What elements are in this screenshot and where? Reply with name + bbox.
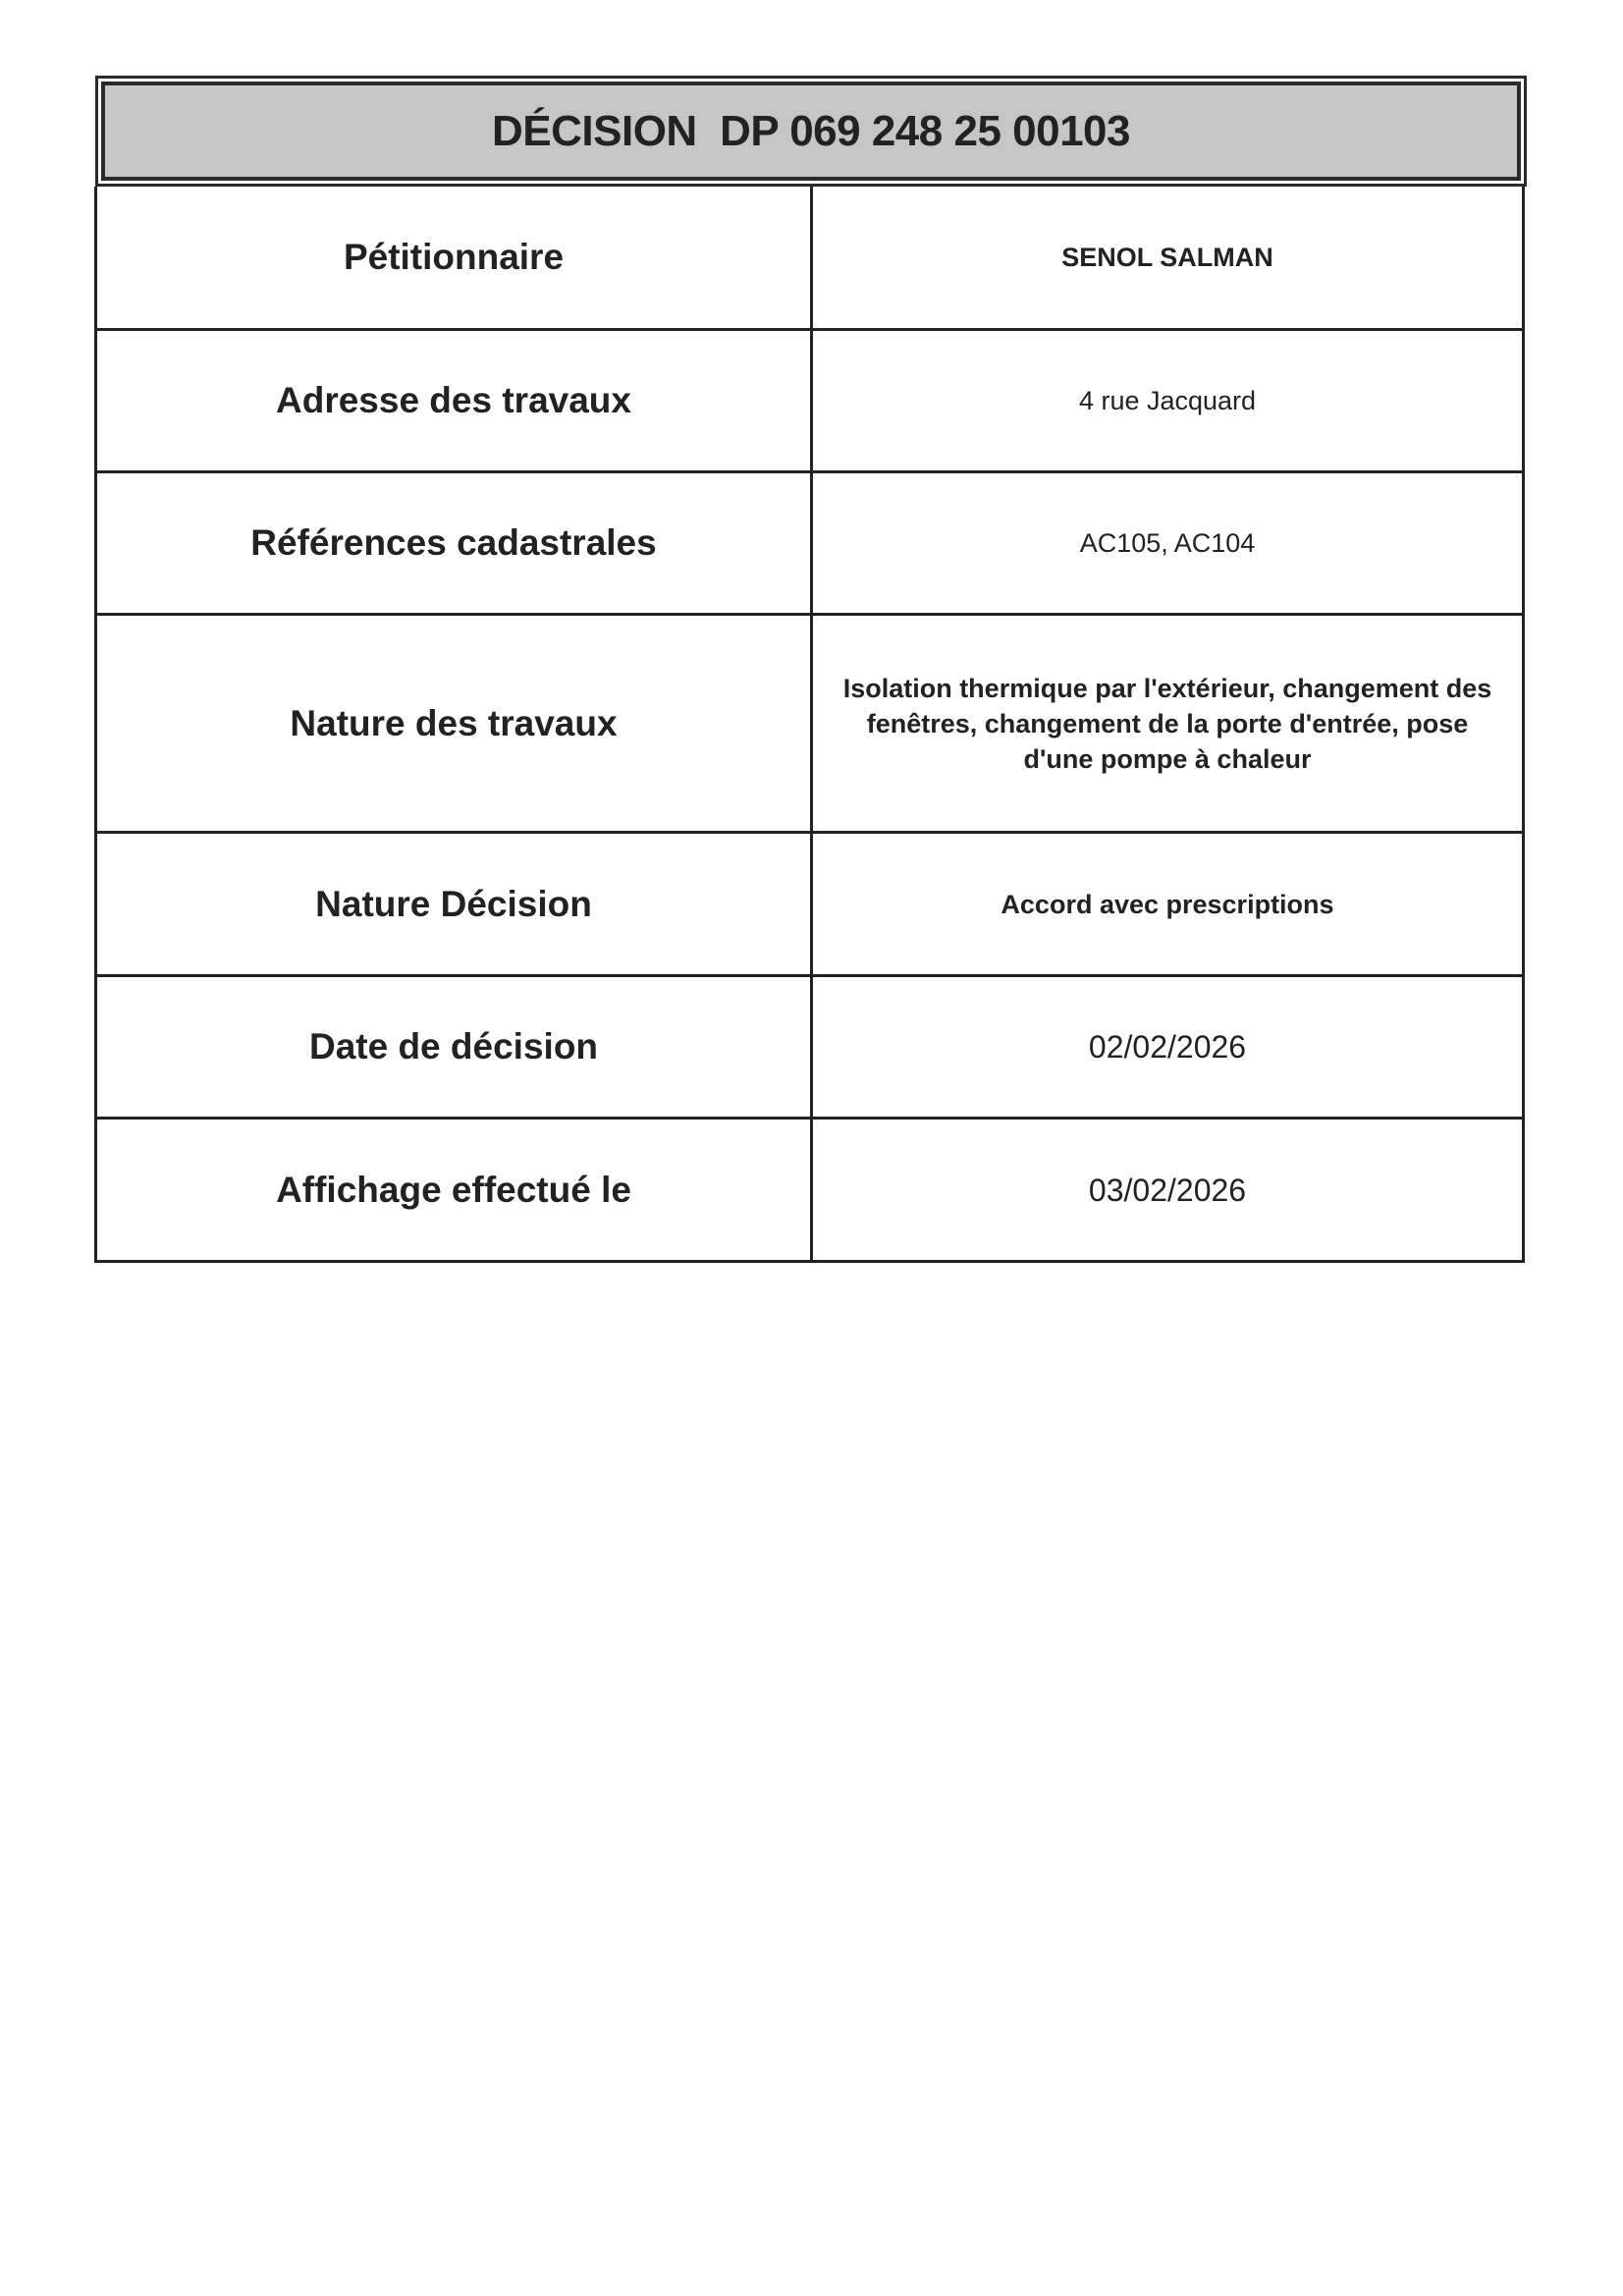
row-label: Nature Décision (97, 834, 813, 974)
table-row-nature-decision (97, 831, 1522, 974)
row-label: Date de décision (97, 977, 813, 1117)
row-label: Pétitionnaire (97, 187, 813, 328)
row-value: 03/02/2026 (1088, 1172, 1247, 1208)
table-row-date-decision (97, 974, 1522, 1117)
table-row-affichage (97, 1117, 1522, 1260)
table-row-nature-travaux (97, 613, 1522, 831)
row-value: 02/02/2026 (1088, 1029, 1247, 1065)
row-label: Références cadastrales (97, 473, 813, 613)
row-label: Nature des travaux (97, 616, 813, 831)
table-row-adresse (97, 328, 1522, 470)
row-value: AC105, AC104 (1079, 528, 1256, 558)
row-label: Affichage effectué le (97, 1120, 813, 1260)
row-value: SENOL SALMAN (1061, 243, 1273, 272)
decision-header (95, 76, 1527, 187)
decision-header-band (101, 82, 1521, 181)
row-value: 4 rue Jacquard (1078, 386, 1257, 415)
row-label: Adresse des travaux (97, 331, 813, 470)
row-value: Accord avec prescriptions (1001, 889, 1334, 919)
decision-title: DÉCISION DP 069 248 25 00103 (492, 106, 1130, 155)
table-row-references (97, 470, 1522, 613)
row-value: Isolation thermique par l'extérieur, changement des fenêtres, changement de la porte d'entrée, pose d'une pompe à chaleur (842, 673, 1492, 774)
table-row-petitionnaire (97, 187, 1522, 328)
decision-table (94, 187, 1525, 1263)
